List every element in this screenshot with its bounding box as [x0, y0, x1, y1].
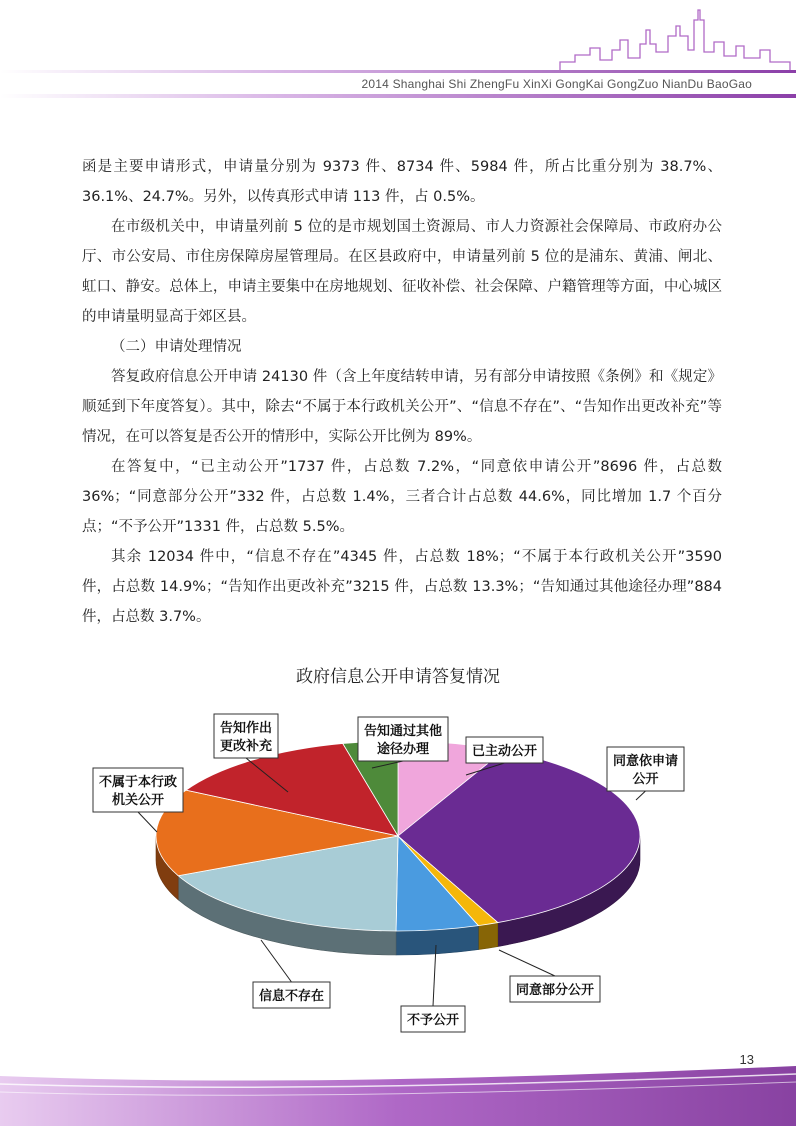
paragraph: 函是主要申请形式，申请量分别为 9373 件、8734 件、5984 件，所占比重分别为 38.7%、36.1%、24.7%。另外，以传真形式申请 113 件，占 0.5%。 [82, 159, 722, 205]
pie-label: 途径办理 [376, 742, 430, 757]
pie-leader-line [138, 812, 157, 832]
section-heading: （二）申请处理情况 [111, 339, 242, 355]
pie-label: 同意依申请 [612, 754, 679, 769]
pie-label: 告知通过其他 [363, 724, 443, 739]
pie-label: 已主动公开 [471, 744, 538, 759]
page-number: 13 [739, 1052, 754, 1067]
footer-decoration [0, 1060, 796, 1126]
pie-leader-line [636, 791, 646, 800]
pie-leader-line [499, 950, 555, 976]
paragraph: 在市级机关中，申请量列前 5 位的是市规划国土资源局、市人力资源社会保障局、市政府办公厅、市公安局、市住房保障房屋管理局。在区县政府中，申请量列前 5 位的是浦东、黄浦、闸北、虹口、静安。总体上，申请主要集中在房地规划、征收补偿、社会保障、户籍管理等方面，中心城区的申请量明显高于郊区县。 [82, 219, 722, 325]
pie-label: 公开 [632, 772, 659, 787]
paragraph: 其余 12034 件中，“信息不存在”4345 件，占总数 18%；“不属于本行政机关公开”3590 件，占总数 14.9%；“告知作出更改补充”3215 件，占总数 13.3%；“告知通过其他途径办理”884 件，占总数 3.7%。 [82, 549, 722, 625]
pie-label: 机关公开 [111, 793, 165, 808]
pie-label: 更改补充 [219, 739, 273, 754]
paragraph: 答复政府信息公开申请 24130 件（含上年度结转申请，另有部分申请按照《条例》和《规定》顺延到下年度答复）。其中，除去“不属于本行政机关公开”、“信息不存在”、“告知作出更改补充”等情况，在可以答复是否公开的情形中，实际公开比例为 89%。 [82, 369, 722, 445]
pie-label: 同意部分公开 [515, 983, 595, 998]
pie-slice-side [478, 923, 497, 950]
pie-label: 不属于本行政 [98, 775, 178, 790]
paragraph: 在答复中，“已主动公开”1737 件，占总数 7.2%，“同意依申请公开”8696 件，占总数 36%；“同意部分公开”332 件，占总数 1.4%，三者合计占总数 44.6%，同比增加 1.7 个百分点；“不予公开”1331 件，占总数 5.5%。 [82, 459, 722, 535]
pie-label: 告知作出 [219, 721, 273, 736]
pie-label: 信息不存在 [258, 989, 325, 1004]
chart-title: 政府信息公开申请答复情况 [296, 667, 500, 687]
pie-label: 不予公开 [406, 1013, 460, 1028]
pie-leader-line [261, 940, 292, 982]
header-title: 2014 Shanghai Shi ZhengFu XinXi GongKai GongZuo NianDu BaoGao [361, 77, 752, 91]
